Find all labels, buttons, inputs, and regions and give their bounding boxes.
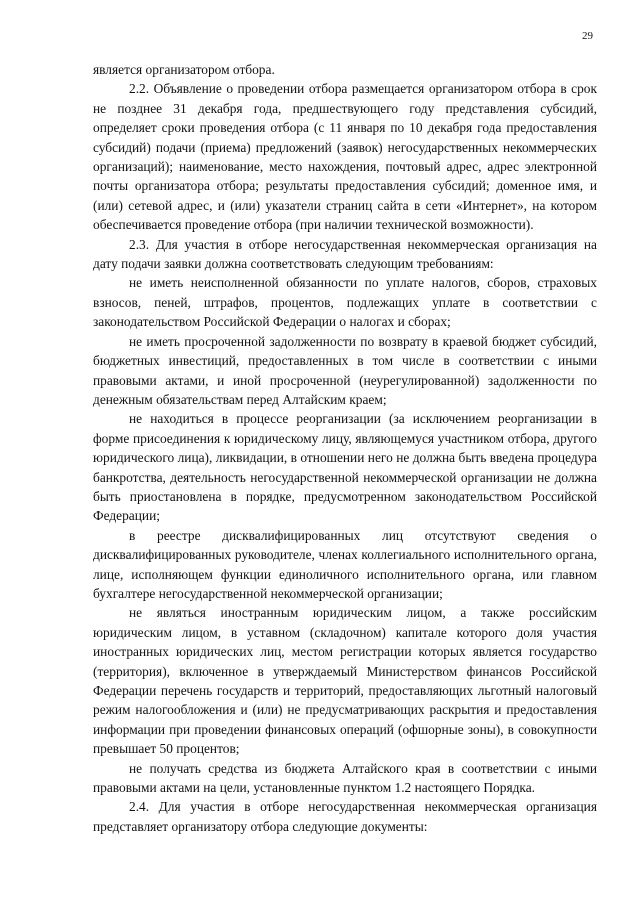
requirement-item: не находиться в процессе реорганизации (за исключением реорганизации в форме присоединения к юридическому лицу, являющемуся участником отбора, другого юридического лица), ликвидации, в отношении него не должна быть введена процедура банкротства, деятельность негосударственной некоммерческой организации не должна быть приостановлена в порядке, предусмотренном законодательством Российской Федерации;	[93, 411, 597, 524]
paragraph-2-2: 2.2. Объявление о проведении отбора размещается организатором отбора в срок не позднее 31 декабря года, предшествующего году представления субсидий, определяет сроки проведения отбора (с 11 января по 10 декабря года предоставления субсидий) подачи (приема) предложений (заявок) негосударственных некоммерческих организаций); наименование, место нахождения, почтовый адрес, адрес электронной почты организатора отбора; результаты предоставления субсидий; доменное имя, и (или) сетевой адрес, и (или) указатели страниц сайта в сети «Интернет», на котором обеспечивается проведение отбора (при наличии технической возможности).	[93, 81, 597, 233]
paragraph-2-4: 2.4. Для участия в отборе негосударственная некоммерческая организация представляет организатору отбора следующие документы:	[93, 799, 597, 834]
requirement-item: не иметь неисполненной обязанности по уплате налогов, сборов, страховых взносов, пеней, штрафов, процентов, подлежащих уплате в соответствии с законодательством Российской Федерации о налогах и сборах;	[93, 275, 597, 330]
requirement-item: не являться иностранным юридическим лицом, а также российским юридическим лицом, в уставном (складочном) капитале которого доля участия иностранных юридических лиц, местом регистрации которых является государство (территория), включенное в утверждаемый Министерством финансов Российской Федерации перечень государств и территорий, предоставляющих льготный налоговый режим налогообложения и (или) не предусматривающих раскрытия и предоставления информации при проведении финансовых операций (офшорные зоны), в совокупности превышает 50 процентов;	[93, 605, 597, 757]
requirement-item: не иметь просроченной задолженности по возврату в краевой бюджет субсидий, бюджетных инвестиций, предоставленных в том числе в соответствии с иными правовыми актами, и иной просроченной (неурегулированной) задолженности по денежным обязательствам перед Алтайским краем;	[93, 333, 597, 407]
paragraph-continuation: является организатором отбора.	[93, 62, 275, 77]
page-number: 29	[582, 30, 593, 42]
requirement-item: в реестре дисквалифицированных лиц отсутствуют сведения о дисквалифицированных руководителе, членах коллегиального исполнительного органа, лице, исполняющем функции единоличного исполнительного органа, или главном бухгалтере негосударственной некоммерческой организации;	[93, 527, 597, 601]
requirement-item: не получать средства из бюджета Алтайского края в соответствии с иными правовыми актами на цели, установленные пунктом 1.2 настоящего Порядка.	[93, 760, 597, 796]
document-body	[93, 60, 597, 836]
paragraph-2-3: 2.3. Для участия в отборе негосударственная некоммерческая организация на дату подачи заявки должна соответствовать следующим требованиям:	[93, 236, 597, 272]
